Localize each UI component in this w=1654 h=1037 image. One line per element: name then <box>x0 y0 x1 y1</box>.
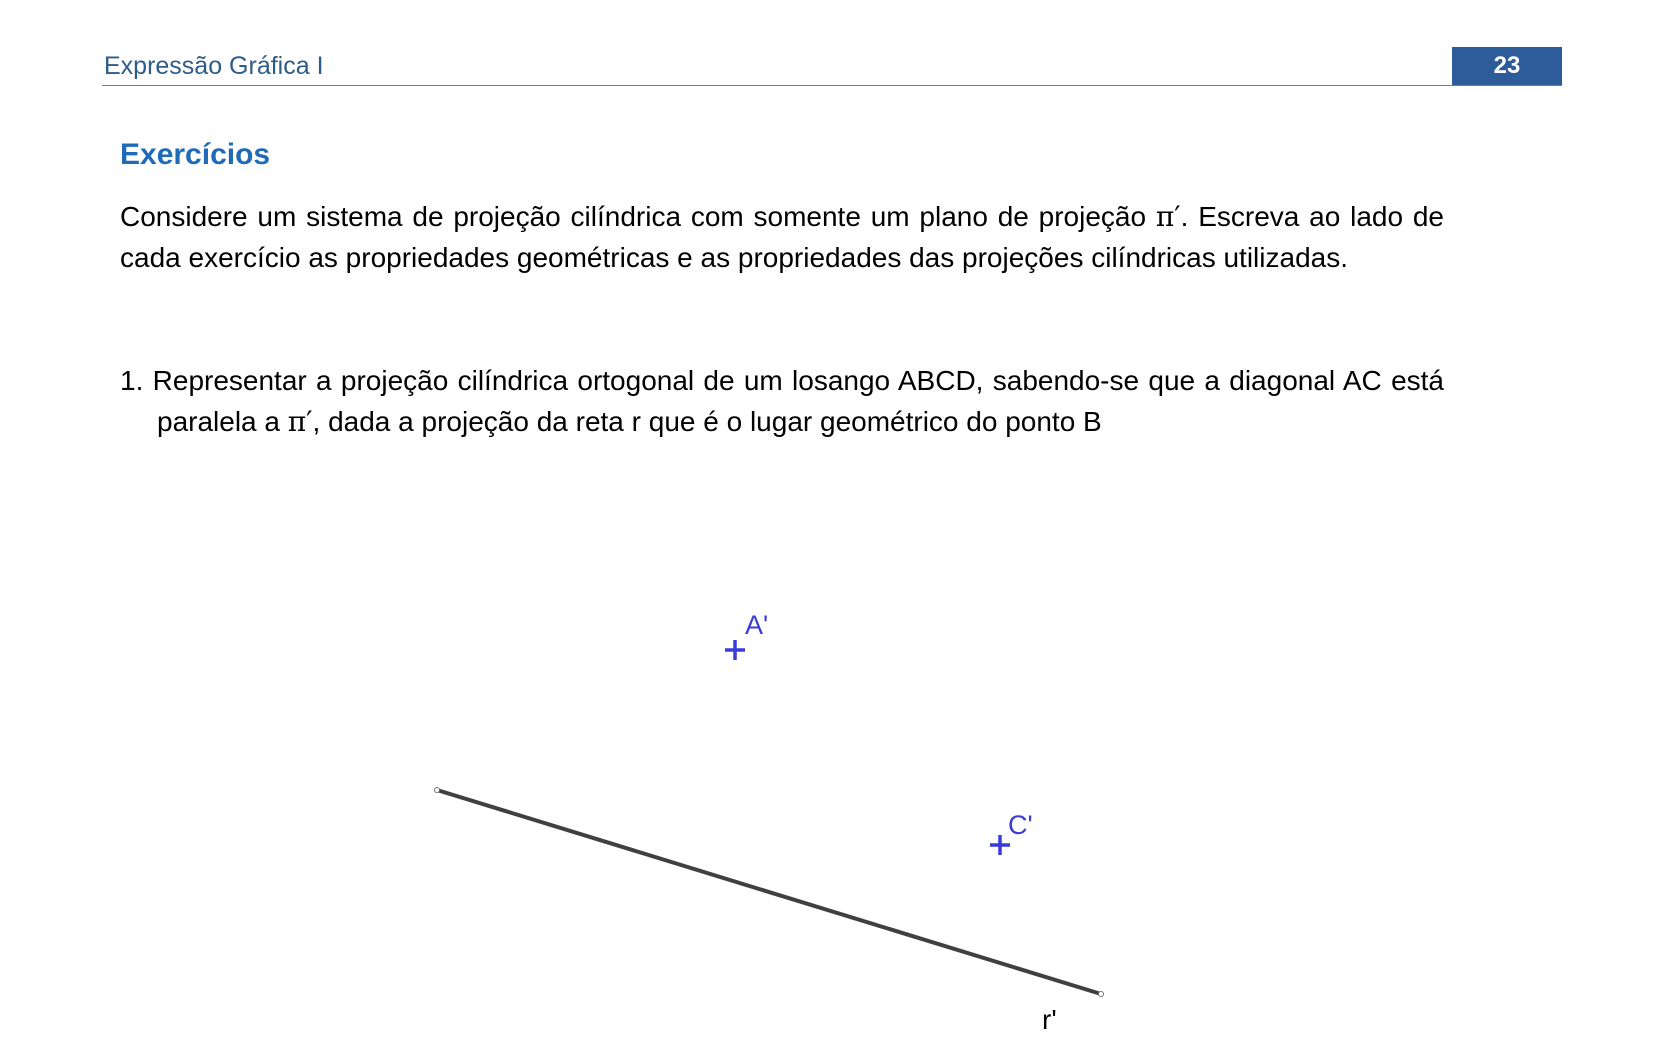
exercise-number: 1. <box>120 365 144 396</box>
exercise-text-start: Representar a projeção cilíndrica ortogonal de um losango ABCD, sabendo-se que a diagonal AC está paralela a <box>143 365 1444 437</box>
pi-prime-symbol: π′ <box>287 405 313 438</box>
point-c-prime-label: C' <box>1008 810 1033 840</box>
section-title: Exercícios <box>120 138 271 171</box>
pi-prime-symbol: π′ <box>1155 200 1181 233</box>
page-number-badge: 23 <box>1452 47 1562 85</box>
point-c-prime <box>990 810 1033 855</box>
intro-text-end: . Escreva ao lado de cada exercício as propriedades geométricas e as propriedades das projeções cilíndricas utilizadas. <box>120 201 1444 273</box>
intro-text-start: Considere um sistema de projeção cilíndrica com somente um plano de projeção <box>120 201 1156 232</box>
line-r-prime <box>437 790 1101 994</box>
line-r-prime-start-point <box>435 788 440 793</box>
header-title: Expressão Gráfica I <box>104 52 324 80</box>
point-a-prime <box>725 610 768 660</box>
point-a-prime-label: A' <box>745 610 769 640</box>
line-r-prime-end-point <box>1099 992 1104 997</box>
exercise-text-end: , dada a projeção da reta r que é o lugar geométrico do ponto B <box>312 406 1102 437</box>
line-r-prime-label: r' <box>1042 1004 1057 1035</box>
